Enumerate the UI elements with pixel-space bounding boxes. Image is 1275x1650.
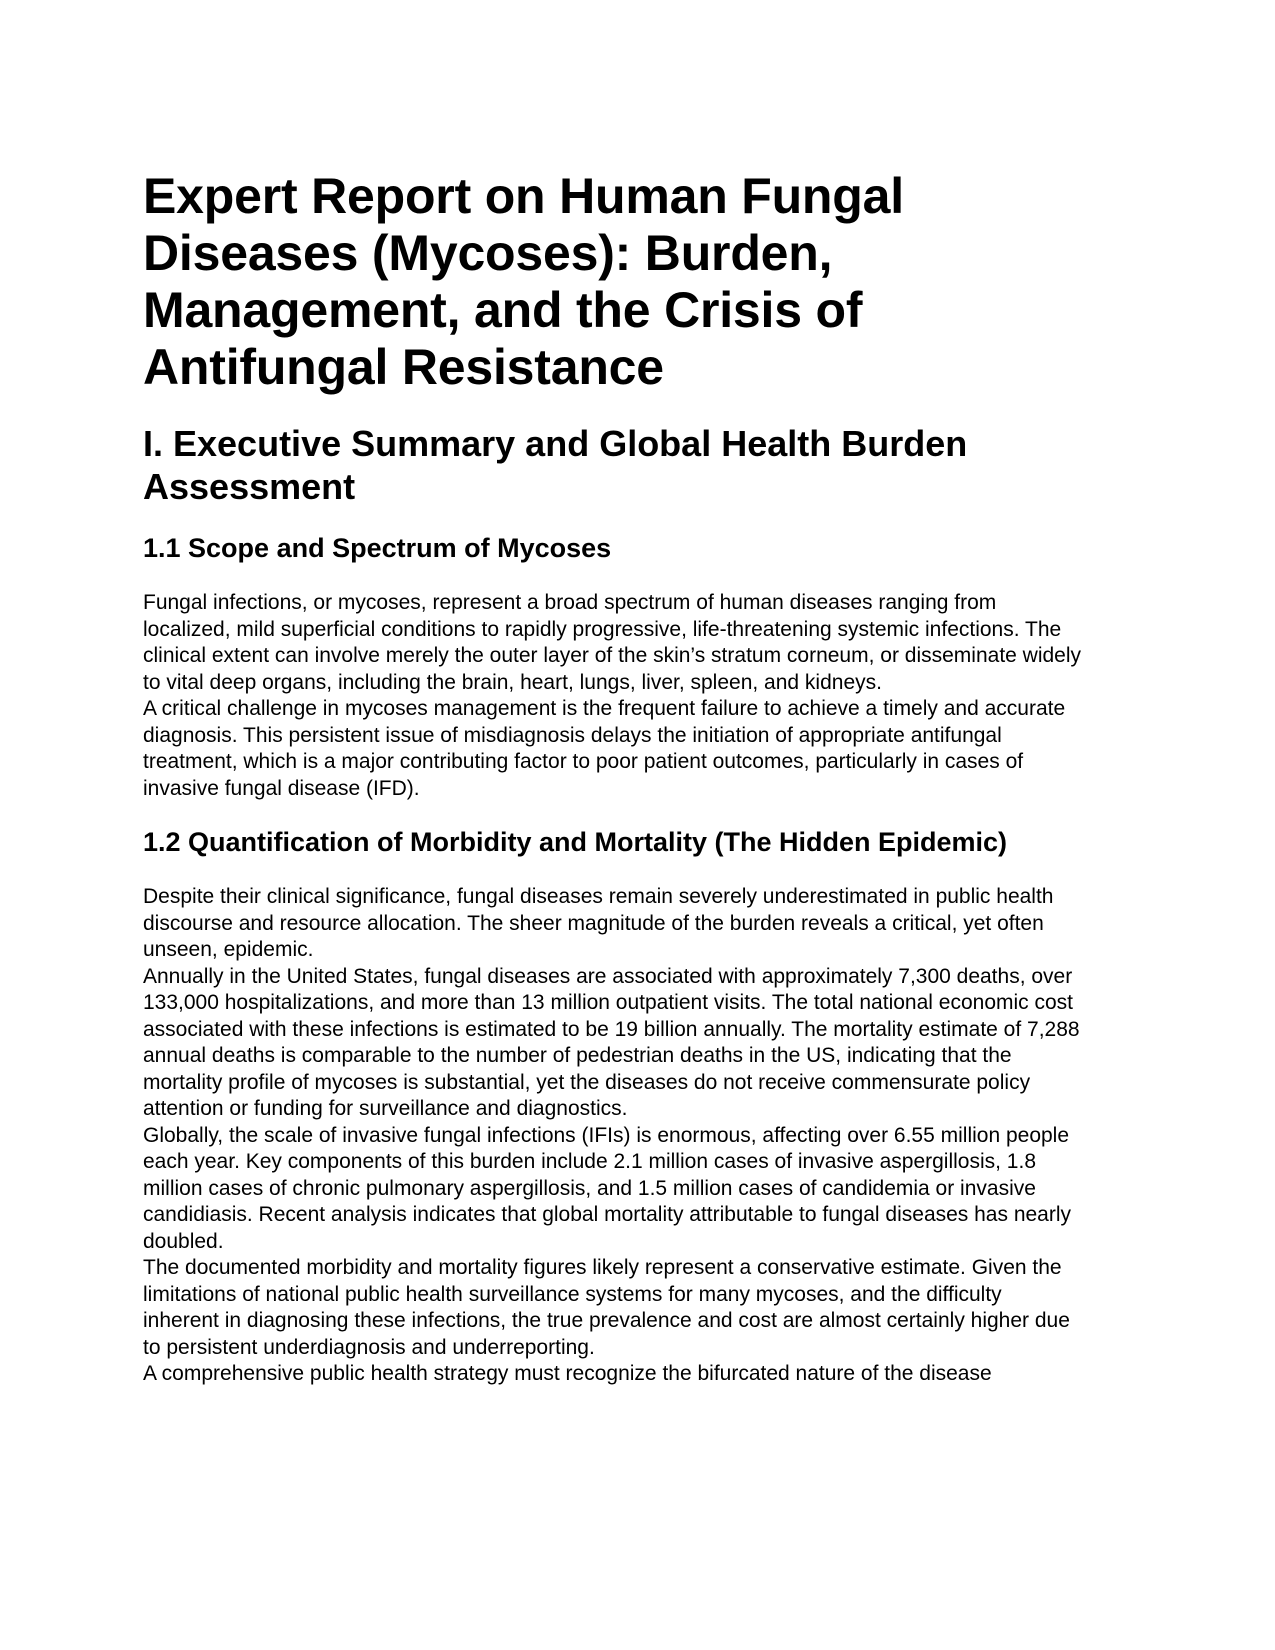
paragraph: The documented morbidity and mortality figures likely represent a conservative estimate. Given the limitations of national public health surveillance systems for many mycoses, and the difficulty inherent in diagnosing these infections, the true prevalence and cost are almost certainly higher due to persistent underdiagnosis and underreporting. <box>143 1256 1070 1359</box>
section-heading-executive-summary: I. Executive Summary and Global Health Burden Assessment <box>143 423 968 507</box>
subsection-heading-quantification: 1.2 Quantification of Morbidity and Mortality (The Hidden Epidemic) <box>143 827 1008 857</box>
paragraph: A comprehensive public health strategy must recognize the bifurcated nature of the disease <box>143 1362 992 1385</box>
document-page <box>143 168 1083 1388</box>
paragraph: A critical challenge in mycoses management is the frequent failure to achieve a timely and accurate diagnosis. This persistent issue of misdiagnosis delays the initiation of appropriate antifungal treatment, which is a major contributing factor to poor patient outcomes, particularly in cases of invasive fungal disease (IFD). <box>143 697 1066 800</box>
paragraph: Fungal infections, or mycoses, represent a broad spectrum of human diseases ranging from localized, mild superficial conditions to rapidly progressive, life-threatening systemic infections. The clinical extent can involve merely the outer layer of the skin’s stratum corneum, or disseminate widely to vital deep organs, including the brain, heart, lungs, liver, spleen, and kidneys. <box>143 591 1082 694</box>
paragraph: Despite their clinical significance, fungal diseases remain severely underestimated in public health discourse and resource allocation. The sheer magnitude of the burden reveals a critical, yet often unseen, epidemic. <box>143 885 1054 961</box>
paragraph: Annually in the United States, fungal diseases are associated with approximately 7,300 deaths, over 133,000 hospitalizations, and more than 13 million outpatient visits. The total national economic cost associated with these infections is estimated to be 19 billion annually. The mortality estimate of 7,288 annual deaths is comparable to the number of pedestrian deaths in the US, indicating that the mortality profile of mycoses is substantial, yet the diseases do not receive commensurate policy attention or funding for surveillance and diagnostics. <box>143 964 1080 1120</box>
subsection-body-scope <box>143 590 1083 802</box>
subsection-body-quantification <box>143 884 1083 1388</box>
paragraph: Globally, the scale of invasive fungal infections (IFIs) is enormous, affecting over 6.55 million people each year. Key components of this burden include 2.1 million cases of invasive aspergillosis, 1.8 million cases of chronic pulmonary aspergillosis, and 1.5 million cases of candidemia or invasive candidiasis. Recent analysis indicates that global mortality attributable to fungal diseases has nearly doubled. <box>143 1123 1072 1253</box>
subsection-heading-scope: 1.1 Scope and Spectrum of Mycoses <box>143 533 612 563</box>
document-title: Expert Report on Human Fungal Diseases (Mycoses): Burden, Management, and the Crisis of Antifungal Resistance <box>143 168 904 395</box>
